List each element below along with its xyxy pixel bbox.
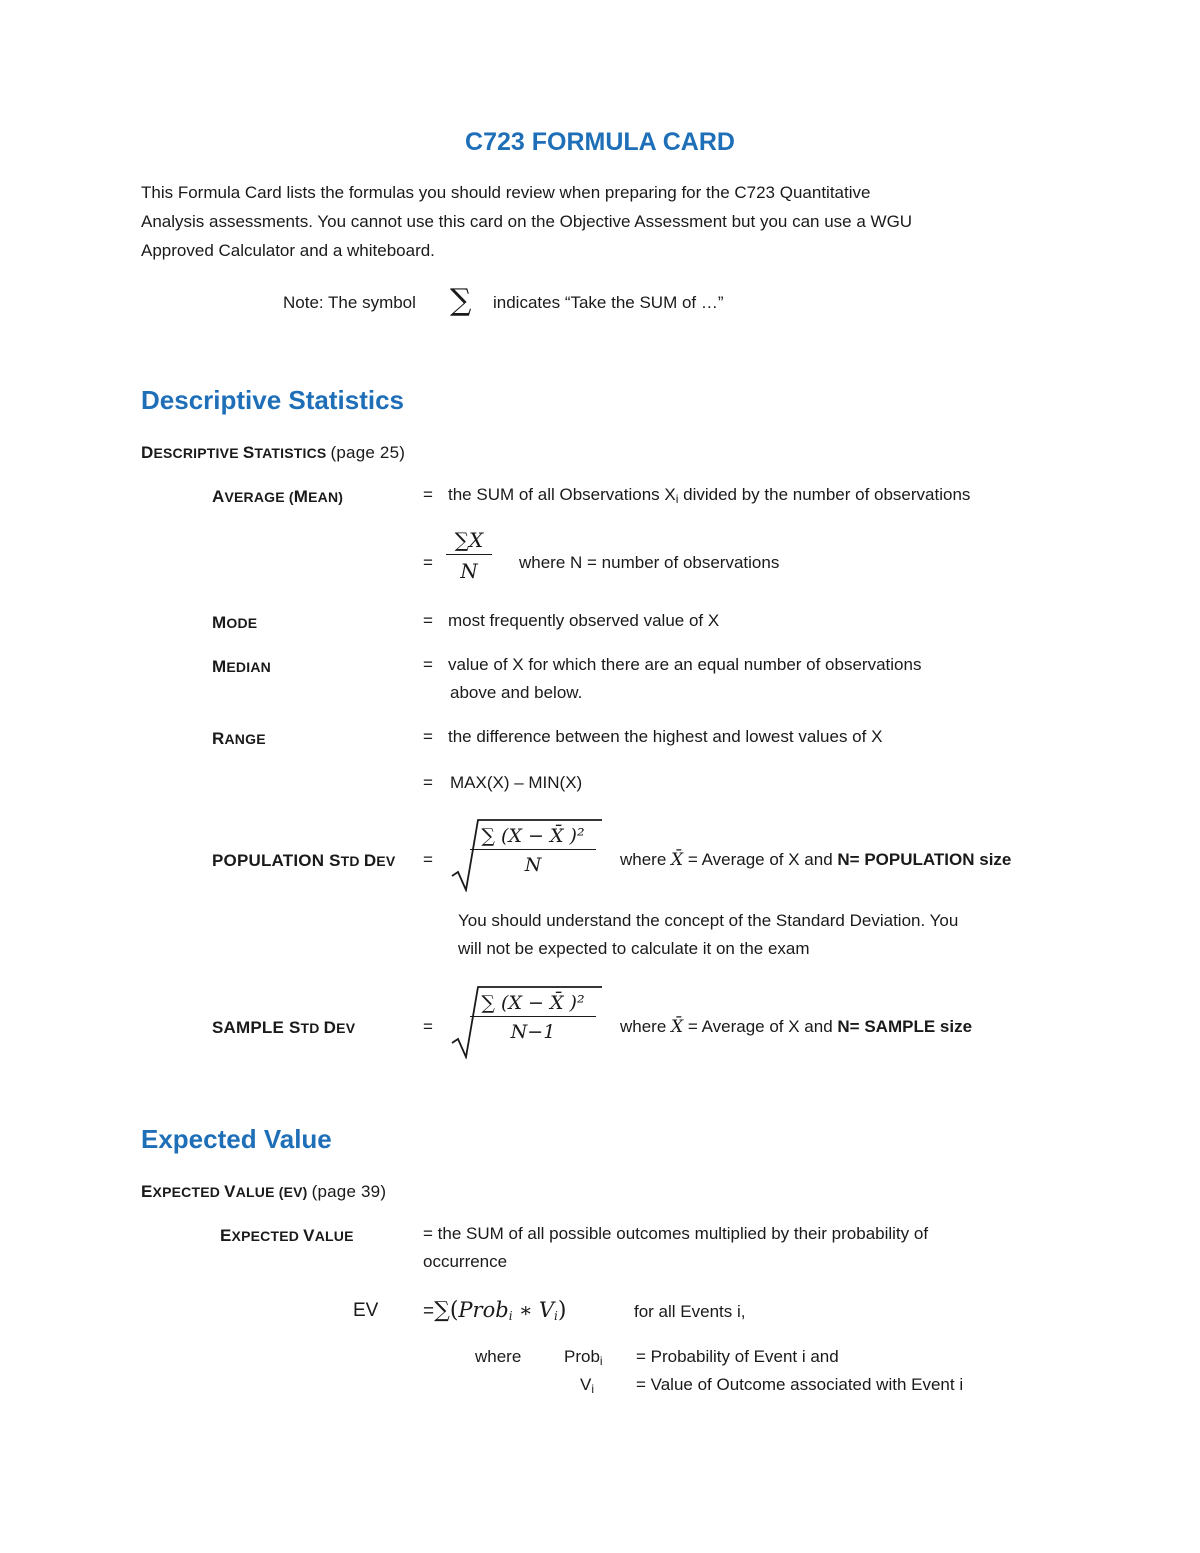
- equals-sign: =: [423, 485, 433, 504]
- mean-denominator: N: [446, 554, 492, 583]
- mean-where-note: where N = number of observations: [519, 553, 780, 572]
- label-average-mean: AVERAGE (MEAN): [212, 487, 344, 506]
- label-mode: MODE: [212, 613, 258, 632]
- section-heading-expected-value: Expected Value: [141, 1124, 332, 1154]
- range-formula: MAX(X) – MIN(X): [450, 773, 583, 792]
- label-expected-value: EXPECTED VALUE: [220, 1226, 354, 1245]
- std-dev-note-line-2: will not be expected to calculate it on the exam: [458, 939, 810, 958]
- equals-sign: =: [423, 850, 433, 869]
- page-title: C723 FORMULA CARD: [465, 128, 735, 156]
- range-definition: the difference between the highest and lowest values of X: [448, 727, 883, 746]
- equals-sign: =: [423, 655, 433, 674]
- ev-definition-line-1: = the SUM of all possible outcomes multiplied by their probability of: [423, 1224, 929, 1243]
- ev-formula: =∑(Prob$_i$ ∗ $V_i$): [423, 1298, 567, 1323]
- equals-sign: =: [423, 611, 433, 630]
- ev-formula-for-all: for all Events i,: [634, 1302, 746, 1321]
- population-sd-denominator: N: [470, 849, 596, 876]
- subheading-expected-value: EXPECTED VALUE (EV) (page 39): [141, 1182, 387, 1201]
- label-population-std-dev: POPULATION STD DEV: [212, 851, 396, 870]
- mean-numerator: ∑X: [454, 528, 484, 552]
- where-label: where: [475, 1347, 522, 1366]
- equals-sign: =: [423, 727, 433, 746]
- intro-line-2: Analysis assessments. You cannot use this card on the Objective Assessment but you can use a WGU: [141, 212, 913, 231]
- equals-sign: =: [423, 773, 433, 792]
- equals-sign: =: [423, 553, 433, 572]
- intro-line-1: This Formula Card lists the formulas you should review when preparing for the C723 Quantitative: [141, 183, 871, 202]
- population-sd-fraction: [470, 825, 596, 876]
- value-label: $V_i$: [580, 1375, 595, 1396]
- mean-fraction: [446, 528, 492, 583]
- label-sample-std-dev: SAMPLE STD DEV: [212, 1018, 356, 1037]
- average-definition: the SUM of all Observations $X_i$ divided by the number of observations: [448, 485, 971, 506]
- label-range: RANGE: [212, 729, 266, 748]
- label-median: MEDIAN: [212, 657, 271, 676]
- ev-definition-line-2: occurrence: [423, 1252, 508, 1271]
- sample-sd-denominator: N−1: [470, 1016, 596, 1043]
- prob-definition: = Probability of Event i and: [636, 1347, 839, 1366]
- population-sd-where-note: where X̄ = Average of X and N= POPULATION size: [620, 850, 1012, 870]
- section-heading-descriptive: Descriptive Statistics: [141, 385, 405, 415]
- median-definition-line-2: above and below.: [450, 683, 583, 702]
- population-sd-numerator: ∑ (X − X̄ )²: [481, 825, 585, 847]
- intro-line-3: Approved Calculator and a whiteboard.: [141, 241, 435, 260]
- note-suffix: indicates “Take the SUM of …”: [493, 293, 724, 312]
- value-definition: = Value of Outcome associated with Event i: [636, 1375, 964, 1394]
- std-dev-note-line-1: You should understand the concept of the Standard Deviation. You: [458, 911, 959, 930]
- ev-formula-lhs: EV: [353, 1300, 379, 1321]
- prob-label: Prob$_i$: [564, 1347, 603, 1368]
- equals-sign: =: [423, 1017, 433, 1036]
- sample-sd-where-note: where X̄ = Average of X and N= SAMPLE size: [620, 1017, 973, 1037]
- subheading-descriptive: DESCRIPTIVE STATISTICS (page 25): [141, 443, 406, 462]
- sample-sd-fraction: [470, 992, 596, 1043]
- mode-definition: most frequently observed value of X: [448, 611, 720, 630]
- sum-symbol-icon: ∑: [450, 283, 472, 318]
- note-prefix: Note: The symbol: [283, 293, 416, 312]
- median-definition-line-1: value of X for which there are an equal number of observations: [448, 655, 922, 674]
- sample-sd-numerator: ∑ (X − X̄ )²: [481, 992, 585, 1014]
